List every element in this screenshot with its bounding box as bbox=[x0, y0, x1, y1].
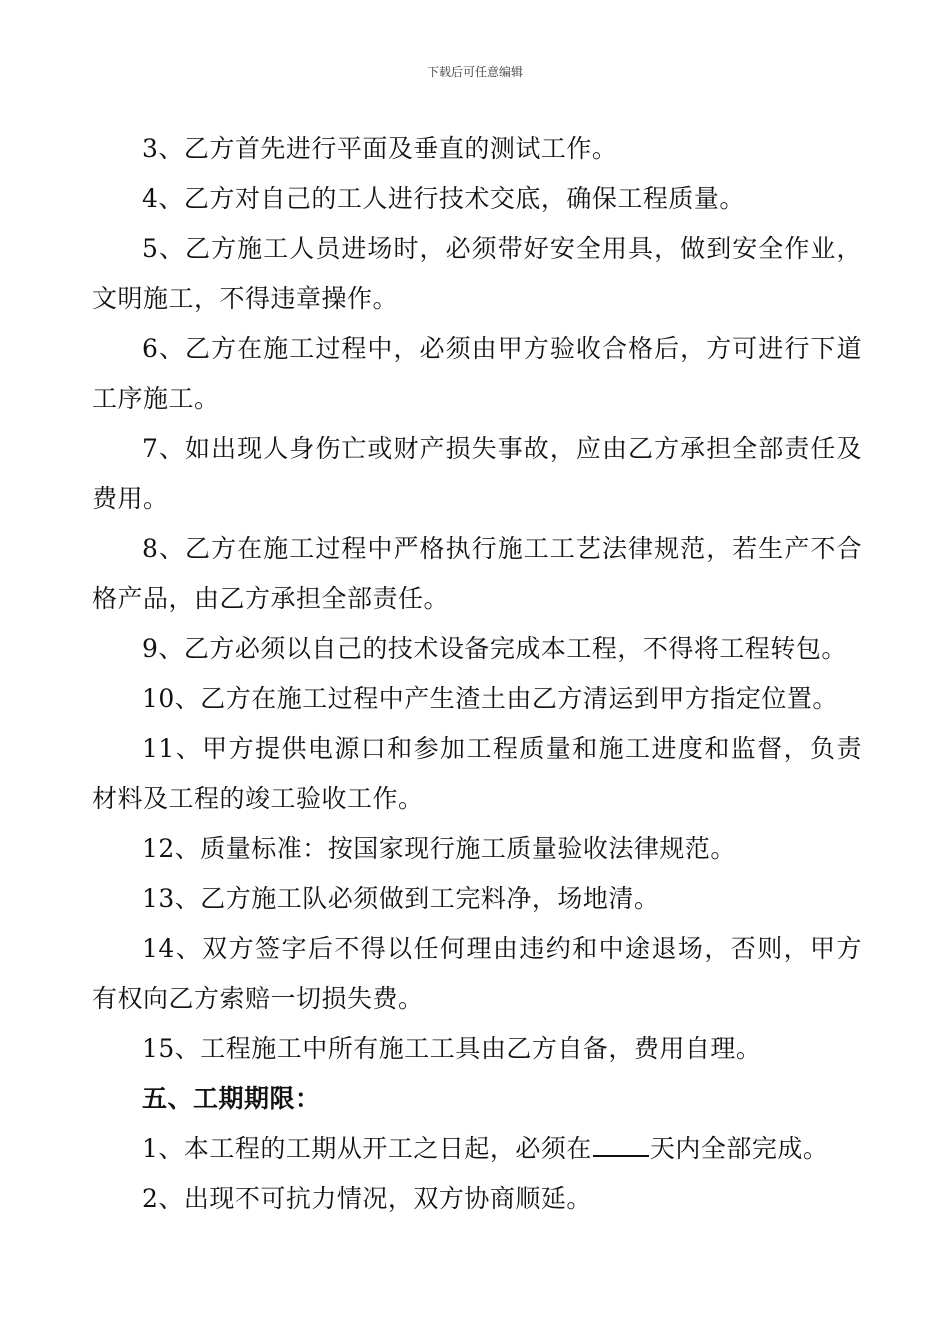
schedule-item-2: 2、出现不可抗力情况，双方协商顺延。 bbox=[142, 1184, 592, 1213]
page-header: 下载后可任意编辑 bbox=[426, 65, 523, 79]
clause-9: 9、乙方必须以自己的技术设备完成本工程，不得将工程转包。 bbox=[142, 634, 847, 663]
clause-4: 4、乙方对自己的工人进行技术交底，确保工程质量。 bbox=[142, 184, 745, 213]
clause-5: 5、乙方施工人员进场时，必须带好安全用具，做到安全作业，文明施工，不得违章操作。 bbox=[92, 234, 862, 313]
clause-10: 10、乙方在施工过程中产生渣土由乙方清运到甲方指定位置。 bbox=[142, 684, 838, 713]
days-blank-field bbox=[593, 1127, 649, 1157]
document-body bbox=[92, 124, 862, 1224]
clause-7: 7、如出现人身伤亡或财产损失事故，应由乙方承担全部责任及费用。 bbox=[92, 434, 862, 513]
section-heading-schedule: 五、工期期限： bbox=[142, 1084, 321, 1113]
clause-8: 8、乙方在施工过程中严格执行施工工艺法律规范，若生产不合格产品，由乙方承担全部责任。 bbox=[92, 534, 862, 613]
clause-14: 14、双方签字后不得以任何理由违约和中途退场，否则，甲方有权向乙方索赔一切损失费。 bbox=[92, 934, 862, 1013]
clause-6: 6、乙方在施工过程中，必须由甲方验收合格后，方可进行下道工序施工。 bbox=[92, 334, 862, 413]
clause-12: 12、质量标准：按国家现行施工质量验收法律规范。 bbox=[142, 834, 736, 863]
clause-11: 11、甲方提供电源口和参加工程质量和施工进度和监督，负责材料及工程的竣工验收工作。 bbox=[92, 734, 862, 813]
clause-3: 3、乙方首先进行平面及垂直的测试工作。 bbox=[142, 134, 618, 163]
schedule-item-1-before: 1、本工程的工期从开工之日起，必须在 bbox=[142, 1134, 592, 1163]
clause-15: 15、工程施工中所有施工工具由乙方自备，费用自理。 bbox=[142, 1034, 762, 1063]
schedule-item-1 bbox=[92, 1124, 862, 1174]
schedule-item-1-after: 天内全部完成。 bbox=[649, 1134, 829, 1163]
clause-13: 13、乙方施工队必须做到工完料净，场地清。 bbox=[142, 884, 660, 913]
